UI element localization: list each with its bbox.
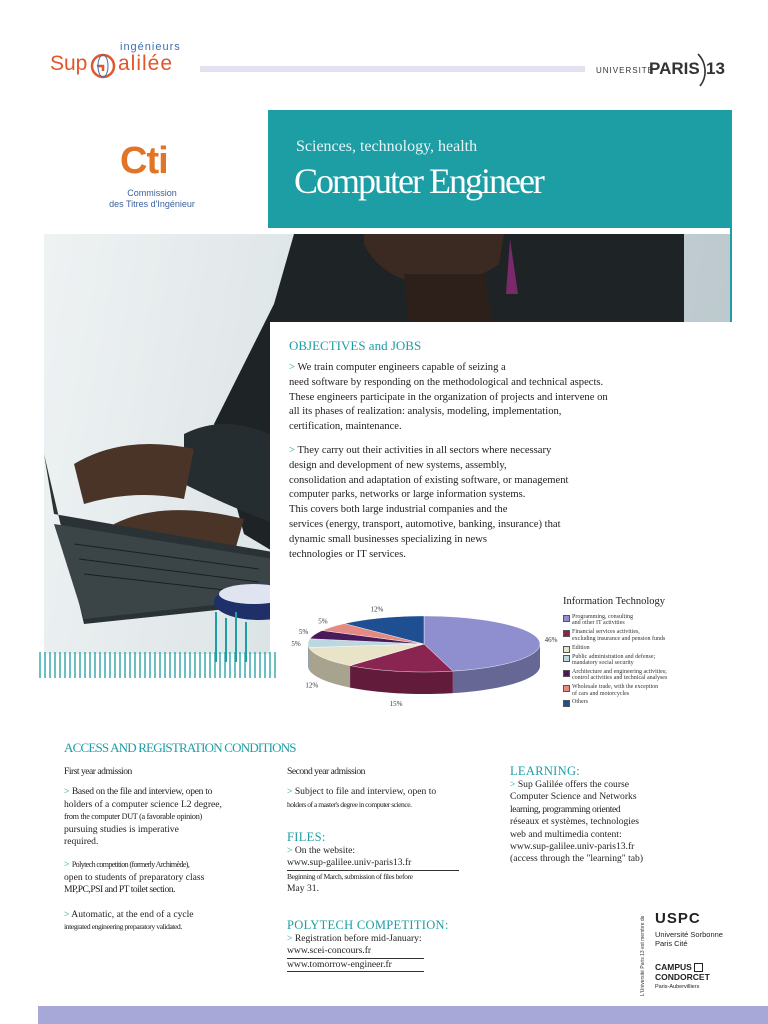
learning-url[interactable]: www.sup-galilee.univ-paris13.fr bbox=[510, 841, 635, 853]
pie-data-label: 5% bbox=[298, 628, 309, 637]
legend-swatch bbox=[563, 615, 570, 622]
learning-line7: (access through the "learning" tab) bbox=[510, 853, 644, 865]
objectives-p2-line2: design and development of new systems, assembly, bbox=[289, 459, 507, 471]
fy-b2-line3: MP,PC,PSI and PT toilet section. bbox=[64, 884, 175, 896]
access-title: ACCESS AND REGISTRATION CONDITIONS bbox=[64, 740, 296, 755]
uspc-line2: Paris Cité bbox=[655, 939, 688, 948]
objectives-title: OBJECTIVES and JOBS bbox=[289, 338, 422, 353]
learning-line5: web and multimedia content: bbox=[510, 828, 622, 840]
legend-label: Others bbox=[572, 699, 588, 706]
fy-b3-line2: integrated engineering preparatory validated. bbox=[64, 922, 182, 932]
campus-condorcet-logo bbox=[655, 962, 710, 992]
fy-b1-line2: holders of a computer science L2 degree, bbox=[64, 798, 222, 810]
legend-swatch bbox=[563, 685, 570, 692]
objectives-p2-line4: computer parks, networks or large information systems. bbox=[289, 489, 526, 501]
fy-b1-line3: from the computer DUT (a favorable opinion) bbox=[64, 812, 202, 822]
legend-label: Wholesale trade, with the exception bbox=[572, 684, 659, 691]
objectives-p2-line5: This covers both large industrial companies and the bbox=[289, 504, 508, 516]
files-line1: On the website: bbox=[294, 845, 356, 856]
legend-label: excluding insurance and pension funds bbox=[572, 635, 666, 642]
fy-b2-line2: open to students of preparatory class bbox=[64, 871, 205, 883]
legend-swatch bbox=[563, 655, 570, 662]
sy-b1-line1: Subject to file and interview, open to bbox=[294, 786, 437, 798]
legend-item bbox=[563, 669, 733, 682]
pie-data-label: 5% bbox=[291, 639, 301, 648]
objectives-p2-line1: They carry out their activities in all sectors where necessary bbox=[297, 445, 552, 456]
legend-swatch bbox=[563, 630, 570, 637]
partner-logos bbox=[640, 910, 738, 1000]
learning-section bbox=[510, 764, 690, 866]
pie-data-label: 12% bbox=[370, 605, 384, 614]
polytech-line1: Registration before mid-January: bbox=[294, 933, 422, 944]
partners-vertical-label: L'Université Paris 13 est membre de bbox=[640, 915, 646, 996]
header-divider bbox=[200, 66, 585, 72]
cti-logo bbox=[92, 140, 212, 220]
fy-b3-line1: Automatic, at the end of a cycle bbox=[71, 908, 194, 920]
fy-b1-line5: required. bbox=[64, 836, 99, 848]
pie-data-label: 12% bbox=[305, 681, 319, 690]
bullet-arrow: > bbox=[64, 859, 70, 871]
vertical-bars-decoration bbox=[212, 612, 252, 662]
footer-bar bbox=[38, 1006, 768, 1024]
university-prefix: UNIVERSITÉ bbox=[596, 66, 655, 75]
files-title: FILES: bbox=[287, 830, 326, 844]
legend-item bbox=[563, 654, 733, 667]
campus-line2: CONDORCET bbox=[655, 972, 710, 983]
legend-item bbox=[563, 614, 733, 627]
tomorrow-engineer-link[interactable]: www.tomorrow-engineer.fr bbox=[287, 959, 424, 972]
campus-line1: CAMPUS bbox=[655, 962, 692, 972]
objectives-p1-line2: need software by responding on the methodological and technical aspects. bbox=[289, 376, 604, 388]
objectives-paragraph-2 bbox=[289, 444, 653, 562]
bullet-arrow: > bbox=[289, 362, 295, 373]
logo-galilee-text: alilée bbox=[118, 52, 174, 75]
scei-link[interactable]: www.scei-concours.fr bbox=[287, 945, 424, 958]
university-name: PARIS bbox=[649, 59, 700, 78]
legend-label: and other IT activities bbox=[572, 620, 625, 627]
legend-swatch bbox=[563, 700, 570, 707]
learning-line1: Sup Galilée offers the course bbox=[517, 779, 630, 790]
legend-swatch bbox=[563, 646, 570, 653]
industry-pie-chart bbox=[290, 598, 558, 720]
objectives-paragraph-1 bbox=[289, 361, 653, 435]
legend-item bbox=[563, 699, 733, 705]
bullet-arrow: > bbox=[287, 845, 293, 856]
bullet-arrow: > bbox=[64, 908, 70, 920]
learning-line2: Computer Science and Networks bbox=[510, 791, 637, 803]
legend-label: of cars and motorcycles bbox=[572, 690, 630, 697]
objectives-p2-line7: dynamic small businesses specializing in news bbox=[289, 533, 488, 545]
files-website-link[interactable]: www.sup-galilee.univ-paris13.fr bbox=[287, 857, 459, 870]
objectives-p2-line3: consolidation and adaptation of existing software, or management bbox=[289, 474, 569, 486]
polytech-section bbox=[287, 918, 487, 972]
paris13-logo bbox=[596, 52, 736, 88]
hero-title-block bbox=[268, 110, 732, 228]
sup-galilee-logo bbox=[44, 40, 196, 84]
files-line3: May 31. bbox=[287, 883, 319, 895]
legend-label: Edition bbox=[572, 644, 590, 651]
learning-title: LEARNING: bbox=[510, 764, 581, 778]
cti-logo-text: Cti bbox=[120, 140, 168, 182]
objectives-p2-line6: services (energy, transport, automotive, banking, insurance) that bbox=[289, 518, 561, 530]
bullet-arrow: > bbox=[64, 786, 70, 798]
chart-legend bbox=[563, 614, 733, 708]
bullet-arrow: > bbox=[289, 445, 295, 456]
files-section bbox=[287, 830, 477, 896]
first-year-column bbox=[64, 766, 234, 933]
logo-ingenieurs-text: ingénieurs bbox=[120, 41, 181, 53]
bullet-arrow: > bbox=[287, 786, 293, 798]
pie-data-label: 5% bbox=[318, 617, 328, 626]
learning-body bbox=[510, 779, 690, 866]
first-year-bullet-3 bbox=[64, 909, 234, 934]
objectives-p2-line8: technologies or IT services. bbox=[289, 548, 406, 560]
legend-item bbox=[563, 629, 733, 642]
bullet-arrow: > bbox=[287, 933, 293, 944]
uspc-logo: USPC bbox=[655, 910, 701, 927]
legend-item bbox=[563, 645, 733, 651]
polytech-title: POLYTECH COMPETITION: bbox=[287, 918, 449, 932]
chart-title: Information Technology bbox=[563, 596, 666, 607]
files-body bbox=[287, 845, 477, 896]
fy-b1-line4: pursuing studies is imperative bbox=[64, 823, 179, 835]
learning-line4: réseaux et systèmes, technologies bbox=[510, 816, 639, 828]
cti-caption bbox=[92, 188, 212, 210]
page-title: Computer Engineer bbox=[294, 161, 543, 201]
campus-square-icon bbox=[694, 963, 703, 972]
legend-label: control activities and technical analyses bbox=[572, 675, 668, 682]
objectives-p1-line3: These engineers participate in the organization of projects and intervene on bbox=[289, 391, 608, 403]
hero-subtitle: Sciences, technology, health bbox=[296, 138, 478, 155]
legend-label: Public administration and defense; bbox=[572, 653, 656, 660]
pie-data-label: 46% bbox=[544, 636, 558, 645]
polytech-body bbox=[287, 933, 487, 972]
second-year-column bbox=[287, 766, 467, 811]
legend-label: mandatory social security bbox=[572, 659, 634, 666]
pie-slice-side bbox=[308, 644, 309, 670]
legend-label: Financial services activities, bbox=[572, 629, 640, 636]
second-year-heading: Second year admission bbox=[287, 766, 365, 777]
uspc-caption bbox=[655, 930, 723, 948]
fy-b1-line1: Based on the file and interview, open to bbox=[71, 786, 213, 798]
learning-line3: learning, programming oriented bbox=[510, 803, 621, 815]
pie-data-label: 15% bbox=[389, 700, 403, 709]
legend-item bbox=[563, 684, 733, 697]
objectives-p1-line4: all its phases of realization: analysis, modeling, implementation, bbox=[289, 406, 562, 418]
second-year-bullet bbox=[287, 786, 467, 811]
globe-icon bbox=[90, 53, 116, 79]
bullet-arrow: > bbox=[510, 779, 516, 790]
legend-label: Programming, consulting bbox=[572, 614, 633, 620]
sy-b1-line2: holders of a master's degree in computer science. bbox=[287, 799, 412, 809]
first-year-heading: First year admission bbox=[64, 766, 132, 777]
files-line2: Beginning of March, submission of files before bbox=[287, 871, 413, 881]
uspc-line1: Université Sorbonne bbox=[655, 930, 723, 939]
first-year-bullet-1 bbox=[64, 786, 234, 848]
logo-sup-text: Sup bbox=[50, 52, 88, 75]
legend-swatch bbox=[563, 670, 570, 677]
campus-line3: Paris-Aubervilliers bbox=[655, 984, 700, 991]
fy-b2-line1: Polytech competition (formerly Archimède), bbox=[71, 860, 190, 870]
objectives-p1-line5: certification, maintenance. bbox=[289, 421, 402, 433]
legend-label: Architecture and engineering activities; bbox=[572, 668, 667, 675]
university-number: 13 bbox=[706, 59, 725, 78]
first-year-bullet-2 bbox=[64, 859, 234, 896]
cti-caption-line1: Commission bbox=[127, 188, 177, 198]
objectives-p1-line1: We train computer engineers capable of seizing a bbox=[297, 362, 506, 373]
cti-caption-line2: des Titres d'Ingénieur bbox=[109, 199, 195, 209]
